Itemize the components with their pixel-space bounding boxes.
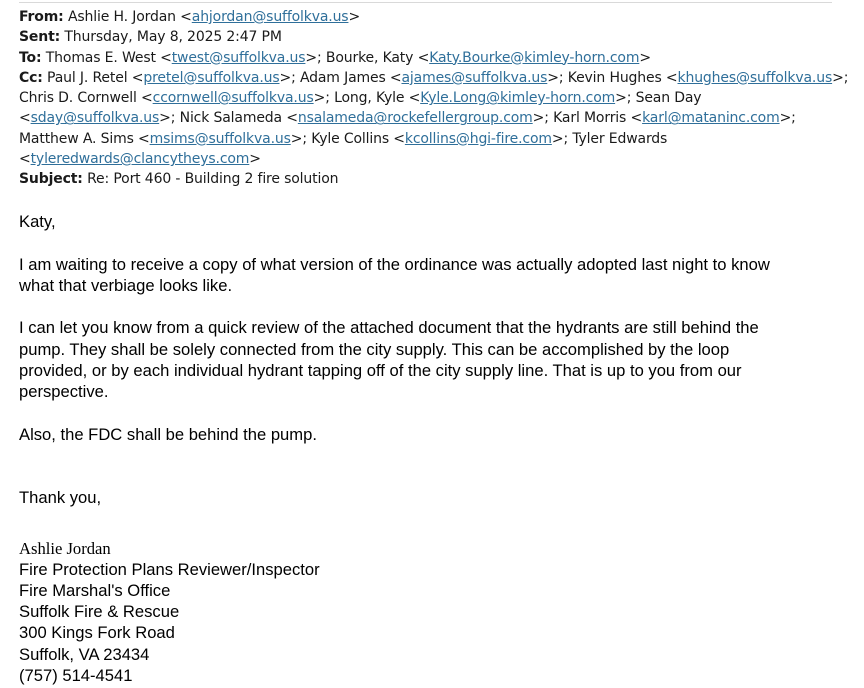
cc-name: Tyler Edwards [572, 130, 668, 147]
cc-name: Adam James [299, 69, 386, 86]
cc-email-link[interactable]: karl@mataninc.com [642, 110, 780, 127]
paragraph-1-line: what that verbiage looks like. [19, 275, 233, 295]
cc-email-link[interactable]: khughes@suffolkva.us [677, 69, 833, 86]
paragraph-1-line: I am waiting to receive a copy of what version of the ordinance was actually adopted last night to know [19, 254, 770, 274]
cc-name: Sean Day [635, 90, 702, 107]
paragraph-2-line: pump. They shall be solely connected from the city supply. This can be accomplished by the loop [19, 339, 730, 359]
cc-email-link[interactable]: pretel@suffolkva.us [143, 69, 280, 86]
cc-line-1: Cc: Paul J. Retel <pretel@suffolkva.us>; Adam James <ajames@suffolkva.us>; Kevin Hughes <khughes@suffolkva.us>; [19, 69, 849, 86]
cc-email-link[interactable]: sday@suffolkva.us [30, 110, 160, 127]
cc-line-2: Chris D. Cornwell <ccornwell@suffolkva.us>; Long, Kyle <Kyle.Long@kimley-horn.com>; Sean Day [19, 90, 702, 107]
cc-name: Paul J. Retel [47, 69, 128, 86]
from-name: Ashlie H. Jordan [67, 9, 176, 25]
cc-name: Kevin Hughes [567, 69, 662, 86]
to-email-link[interactable]: Katy.Bourke@kimley-horn.com [429, 49, 640, 66]
to-name: Bourke, Katy [325, 49, 414, 66]
to-name: Thomas E. West [45, 49, 156, 66]
cc-line-5: <tyleredwards@clancytheys.com> [19, 151, 261, 168]
cc-name: Chris D. Cornwell [19, 90, 137, 107]
signature-title: Fire Protection Plans Reviewer/Inspector [19, 560, 320, 580]
sent-label: Sent: [19, 29, 61, 46]
sent-value: Thursday, May 8, 2025 2:47 PM [64, 29, 282, 46]
cc-email-link[interactable]: kcollins@hgi-fire.com [404, 130, 552, 147]
to-label: To: [19, 49, 42, 66]
signature-street: 300 Kings Fork Road [19, 623, 175, 643]
from-line: From: Ashlie H. Jordan <ahjordan@suffolkva.us> [19, 9, 361, 25]
header-divider [19, 2, 832, 3]
cc-email-link[interactable]: ajames@suffolkva.us [401, 69, 548, 86]
to-email-link[interactable]: twest@suffolkva.us [171, 49, 306, 66]
subject-line [19, 169, 839, 189]
closing: Thank you, [19, 488, 102, 508]
cc-label: Cc: [19, 69, 43, 86]
cc-email-link[interactable]: tyleredwards@clancytheys.com [30, 151, 250, 168]
paragraph-3: Also, the FDC shall be behind the pump. [19, 424, 317, 444]
cc-email-link[interactable]: Kyle.Long@kimley-horn.com [420, 90, 616, 107]
email-body [19, 211, 839, 686]
email-header [19, 7, 849, 190]
signature-name: Ashlie Jordan [19, 538, 111, 558]
subject-label: Subject: [19, 171, 83, 188]
signature-block [19, 538, 839, 686]
cc-line-4: Matthew A. Sims <msims@suffolkva.us>; Kyle Collins <kcollins@hgi-fire.com>; Tyler Edwards [19, 130, 668, 147]
cc-email-link[interactable]: nsalameda@rockefellergroup.com [297, 110, 533, 127]
from-label: From: [19, 9, 64, 25]
cc-name: Kyle Collins [311, 130, 389, 147]
to-line: To: Thomas E. West <twest@suffolkva.us>; Bourke, Katy <Katy.Bourke@kimley-horn.com> [19, 49, 651, 66]
greeting: Katy, [19, 212, 56, 231]
cc-email-link[interactable]: msims@suffolkva.us [149, 130, 291, 147]
signature-department: Suffolk Fire & Rescue [19, 602, 180, 622]
paragraph-2-line: I can let you know from a quick review of the attached document that the hydrants are still behind the [19, 318, 759, 338]
cc-name: Nick Salameda [179, 110, 282, 127]
signature-phone: (757) 514-4541 [19, 665, 133, 685]
cc-email-link[interactable]: ccornwell@suffolkva.us [152, 90, 314, 107]
signature-city: Suffolk, VA 23434 [19, 644, 150, 664]
from-email-link[interactable]: ahjordan@suffolkva.us [191, 9, 349, 25]
cc-line-3: <sday@suffolkva.us>; Nick Salameda <nsalameda@rockefellergroup.com>; Karl Morris <karl@mataninc.com>; [19, 110, 796, 127]
cc-name: Long, Kyle [334, 90, 405, 107]
sent-line [19, 27, 839, 47]
paragraph-2-line: perspective. [19, 382, 109, 402]
subject-value: Re: Port 460 - Building 2 fire solution [87, 171, 339, 188]
cc-name: Karl Morris [553, 110, 627, 127]
cc-name: Matthew A. Sims [19, 130, 134, 147]
paragraph-2-line: provided, or by each individual hydrant tapping off of the city supply line. That is up to you from our [19, 361, 742, 381]
signature-office: Fire Marshal's Office [19, 581, 171, 601]
